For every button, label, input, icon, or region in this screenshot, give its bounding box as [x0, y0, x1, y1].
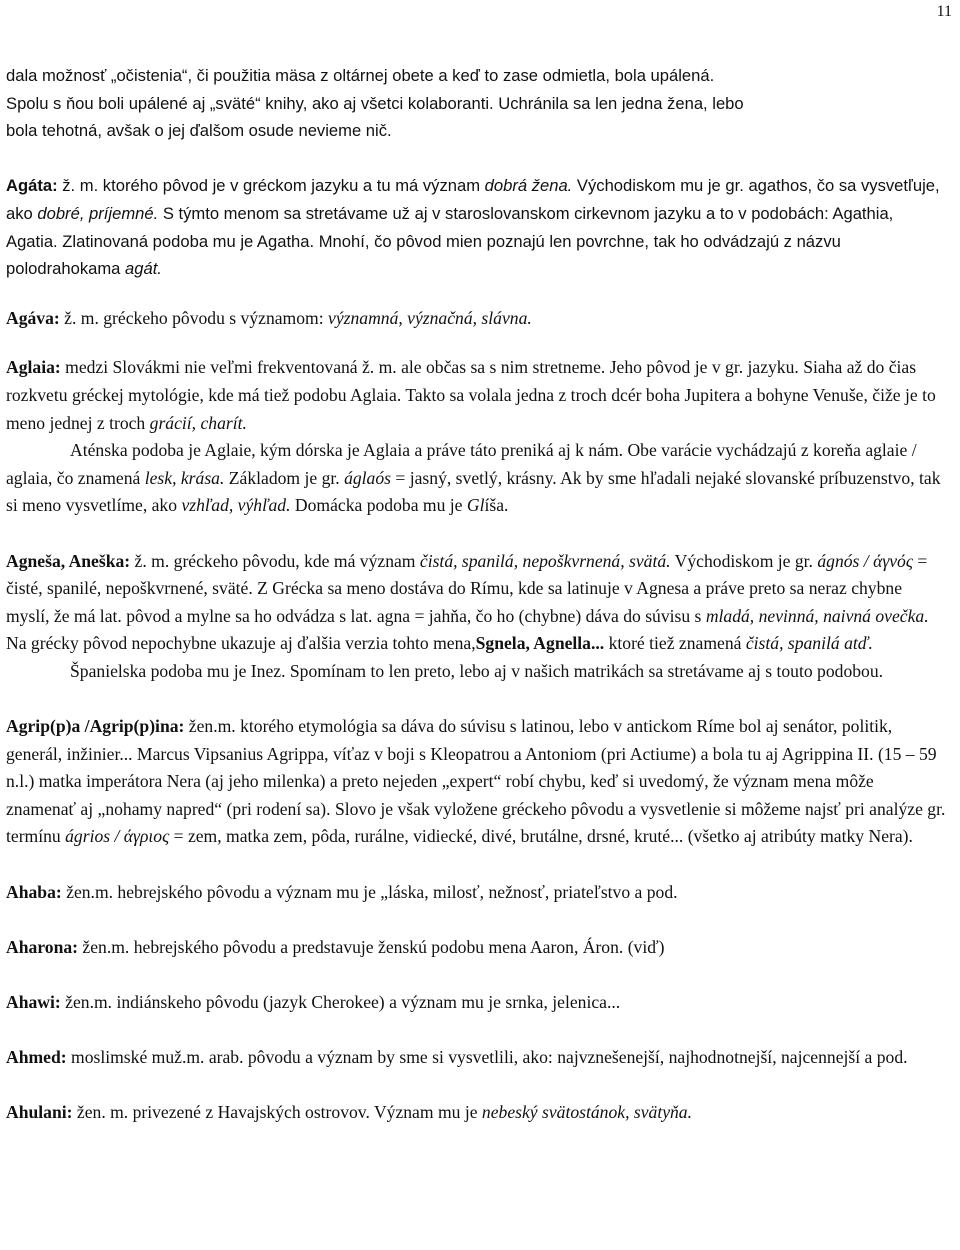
entry-italic: dobrá žena. — [484, 176, 573, 196]
entry-text: ž. m. ktorého pôvod je v gréckom jazyku a tu má význam — [57, 176, 485, 196]
entry-text: = jasný, svetlý, krásny. Ak by sme hľadali nejaké slovanské príbuzenstvo, tak si meno vysvetlíme, ako — [6, 467, 941, 516]
entry-italic: čistá, spanilá, nepoškvrnená, svätá. — [419, 550, 671, 571]
entry-italic: lesk, krása. — [144, 467, 225, 488]
intro-paragraph — [6, 62, 946, 145]
entry-name: Aglaia: — [6, 357, 61, 378]
entry-aharona — [6, 934, 946, 962]
entry-ahulani — [6, 1099, 946, 1127]
entry-text: Domácka podoba mu je — [290, 495, 467, 516]
spacer — [6, 520, 946, 548]
entry-text: íša. — [484, 495, 509, 516]
entry-agrippa — [6, 713, 946, 851]
entry-name: Agneša, Aneška: — [6, 550, 131, 571]
intro-line-2: Spolu s ňou boli upálené aj „sväté“ knihy, ako aj všetci kolaboranti. Uchránila sa len jedna žena, lebo — [6, 93, 744, 113]
entry-italic: Gl — [466, 495, 485, 516]
entry-italic: významná, význačná, slávna. — [328, 307, 532, 328]
entry-text: medzi Slovákmi nie veľmi frekventovaná ž. m. ale občas sa s nim stretneme. Jeho pôvod je v gr. jazyku. Siaha až do čias rozkvetu gréckej mytológie, kde má tiež podobu Aglaia. Takto sa volala jedna z troch dcér boha Jupitera a bohyne Venuše, čiže je to meno jednej z troch — [6, 357, 936, 433]
entry-ahmed — [6, 1044, 946, 1072]
spacer — [6, 1072, 946, 1100]
entry-italic: grácií, charít. — [149, 412, 247, 433]
entry-agnesa — [6, 548, 946, 658]
entry-ahawi — [6, 989, 946, 1017]
entry-name: Agrip(p)a /Agrip(p)ina: — [6, 716, 185, 737]
entry-italic: čistá, spanilá atď. — [745, 633, 873, 654]
entry-italic: ágrios / άγριος — [65, 826, 170, 847]
entry-text: ž. m. gréckeho pôvodu, kde má význam — [130, 550, 420, 571]
entry-text: = čisté, spanilé, nepoškvrnené, sväté. Z Grécka sa meno dostáva do Rímu, kde sa latinuje v Agnesa a práve preto sa neraz chybne myslí, že má lat. pôvod a mylne sa ho odvádza s lat. agna = jahňa, čo ho (chybne) dáva do súvisu s — [6, 550, 928, 626]
entry-italic: vzhľad, výhľad. — [181, 495, 291, 516]
intro-line-3: bola tehotná, avšak o jej ďalšom osude nevieme nič. — [6, 121, 392, 141]
spacer — [6, 851, 946, 879]
entry-text: Aténska podoba je Aglaie, kým dórska je Aglaia a práve táto preniká aj k nám. Obe varácie vychádzajú z koreňa aglaie / aglaia, čo znamená — [6, 440, 917, 488]
spacer — [6, 1017, 946, 1045]
entry-agata — [6, 172, 946, 282]
entry-italic: mladá, nevinná, naivná ovečka. — [705, 605, 929, 626]
spacer — [6, 145, 946, 173]
entry-name: Ahawi: — [6, 992, 61, 1012]
entry-text: ktoré tiež znamená — [604, 633, 746, 654]
entry-name: Ahaba: — [6, 881, 62, 902]
entry-italic: dobré, príjemné. — [37, 203, 159, 223]
entry-agnesa-continued: Španielska podoba mu je Inez. Spomínam to len preto, lebo aj v našich matrikách sa stretávame aj s touto podobou. — [70, 660, 884, 681]
spacer — [6, 283, 946, 305]
entry-italic: nebeský svätostánok, svätyňa. — [481, 1102, 693, 1123]
entry-name: Aharona: — [6, 936, 79, 957]
entry-text: žen.m. indiánskeho pôvodu (jazyk Cherokee) a význam mu je srnka, jelenica... — [60, 992, 621, 1012]
entry-italic: ágnós / άγνός — [817, 550, 913, 571]
entry-text: moslimské muž.m. arab. pôvodu a význam by sme si vysvetlili, ako: najvznešenejší, najhodnotnejší, najcennejší a pod. — [66, 1047, 908, 1068]
entry-italic: agát. — [125, 259, 162, 279]
entry-text: žen.m. hebrejského pôvodu a význam mu je „láska, milosť, nežnosť, priateľstvo a pod. — [61, 881, 678, 902]
entry-aglaia — [6, 354, 946, 437]
entry-name: Agáta: — [6, 176, 58, 196]
document-body — [6, 62, 946, 1127]
entry-text: Základom je gr. — [224, 467, 345, 488]
entry-text: = zem, matka zem, pôda, rurálne, vidiecké, divé, brutálne, drsné, kruté... (všetko aj atribúty matky Nera). — [169, 826, 913, 847]
entry-text: žen.m. ktorého etymológia sa dáva do súvisu s latinou, lebo v antickom Ríme bol aj senátor, politik, generál, inžinier... Marcus Vipsanius Agrippa, víťaz v boji s Kleopatrou a Antoniom (pri Actiume) a bola tu aj Agrippina II. (15 – 59 n.l.) matka imperátora Nera (aj jeho milenka) a preto nejeden „expert“ robí chybu, keď si uvedomý, že význam mena môže znamenať aj „nohamy napred“ (pri rodení sa). Slovo je však vyložene gréckeho pôvodu a vysvetlenie si môžeme najsť pri analýze gr. termínu — [6, 716, 946, 847]
spacer — [6, 961, 946, 989]
entry-text: žen.m. hebrejského pôvodu a predstavuje ženskú podobu mena Aaron, Áron. (viď) — [78, 936, 665, 957]
intro-line-1: dala možnosť „očistenia“, či použitia mäsa z oltárnej obete a keď to zase odmietla, bola upálená. — [6, 66, 715, 85]
spacer — [6, 332, 946, 354]
entry-text: Na grécky pôvod nepochybne ukazuje aj ďalšia verzia tohto mena, — [6, 633, 476, 654]
page-number: 11 — [936, 3, 952, 20]
entry-aglaia-continued — [6, 437, 946, 520]
entry-name: Agáva: — [6, 307, 60, 328]
entry-name: Ahmed: — [6, 1047, 67, 1068]
entry-text: Východiskom je gr. — [670, 550, 818, 571]
entry-text: Východiskom mu je gr. agathos, čo sa vysvetľuje, ako — [6, 176, 940, 223]
entry-name: Ahulani: — [6, 1102, 73, 1123]
entry-text: žen. m. privezené z Havajských ostrovov. Význam mu je — [72, 1102, 482, 1123]
spacer — [6, 685, 946, 713]
entry-italic: áglaós — [344, 467, 392, 488]
spacer — [6, 906, 946, 934]
entry-bold: Sgnela, Agnella... — [475, 633, 605, 654]
entry-text: S týmto menom sa stretávame už aj v staroslovanskom cirkevnom jazyku a to v podobách: Agathia, Agatia. Zlatinovaná podoba mu je Agatha. Mnohí, čo pôvod mien poznajú len povrchne, tak ho odvádzajú z názvu polodrahokama — [6, 203, 894, 279]
entry-text: ž. m. gréckeho pôvodu s významom: — [59, 307, 329, 328]
entry-ahaba — [6, 879, 946, 907]
entry-agava — [6, 305, 946, 333]
